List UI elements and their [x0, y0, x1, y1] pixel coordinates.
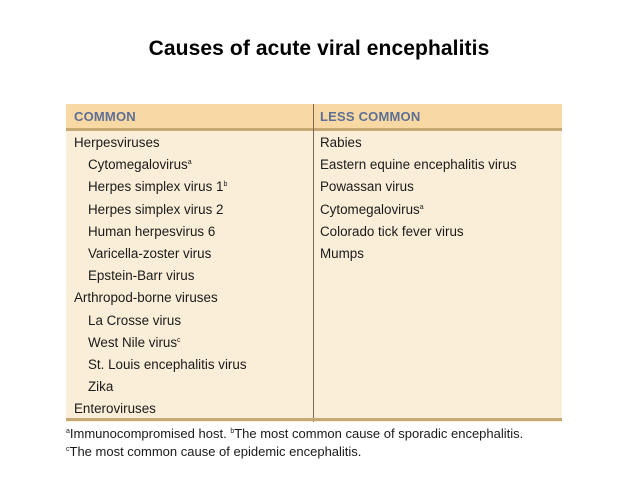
table-cell — [66, 221, 312, 243]
table-header-band — [66, 104, 562, 128]
common-column — [66, 132, 312, 420]
cell-text: West Nile virus — [88, 334, 178, 350]
cell-text: Colorado tick fever virus — [320, 223, 464, 239]
cell-text: Cytomegalovirus — [320, 201, 420, 217]
footnote-marker: a — [66, 428, 70, 435]
cell-text: Epstein-Barr virus — [88, 268, 195, 284]
table-cell — [66, 199, 312, 221]
table-cell — [320, 176, 560, 198]
table-cell — [66, 398, 312, 420]
footnote-marker: c — [66, 446, 70, 453]
header-rule — [66, 128, 562, 131]
cell-text: Mumps — [320, 245, 364, 261]
cell-text: St. Louis encephalitis virus — [88, 356, 247, 372]
footnote-text: The most common cause of epidemic encephalitis. — [69, 444, 362, 459]
cell-text: Enteroviruses — [74, 401, 156, 417]
cell-text: Herpes simplex virus 2 — [88, 201, 224, 217]
footnote-text: Immunocompromised host. — [69, 426, 231, 441]
table-cell — [320, 199, 560, 221]
cell-text: Eastern equine encephalitis virus — [320, 157, 517, 173]
table-cell — [66, 287, 312, 309]
cell-text: Cytomegalovirus — [88, 157, 188, 173]
footnote-marker: c — [177, 336, 181, 344]
footnote-text: The most common cause of sporadic encephalitis. — [234, 426, 524, 441]
table-cell — [320, 154, 560, 176]
header-less-common: LESS COMMON — [320, 109, 421, 124]
column-divider — [313, 104, 314, 422]
cell-text: Rabies — [320, 135, 362, 150]
less-common-column — [320, 132, 560, 265]
footnote-marker: a — [419, 203, 424, 211]
header-common: COMMON — [74, 109, 136, 124]
virus-table — [66, 104, 562, 422]
cell-text: Zika — [88, 379, 114, 395]
footnote-marker: a — [187, 159, 192, 167]
table-cell — [320, 132, 560, 154]
table-cell — [66, 332, 312, 354]
footnote-line — [66, 443, 566, 461]
table-cell — [320, 243, 560, 265]
footnote-line — [66, 425, 566, 443]
table-cell — [66, 243, 312, 265]
cell-text: Human herpesvirus 6 — [88, 223, 216, 239]
slide-title: Causes of acute viral encephalitis — [148, 37, 490, 60]
cell-text: Varicella-zoster virus — [88, 245, 212, 261]
table-cell — [66, 265, 312, 287]
footnote-marker: b — [223, 181, 228, 189]
table-cell — [320, 221, 560, 243]
table-footnotes — [66, 425, 566, 461]
table-cell — [66, 154, 312, 176]
table-cell — [66, 176, 312, 198]
table-cell — [66, 132, 312, 154]
cell-text: La Crosse virus — [88, 312, 182, 328]
table-cell — [66, 310, 312, 332]
table-cell — [66, 376, 312, 398]
cell-text: Arthropod-borne viruses — [74, 290, 218, 306]
table-cell — [66, 354, 312, 376]
cell-text: Powassan virus — [320, 179, 414, 195]
footnote-marker: b — [230, 428, 235, 435]
cell-text: Herpesviruses — [74, 135, 160, 150]
cell-text: Herpes simplex virus 1 — [88, 179, 224, 195]
